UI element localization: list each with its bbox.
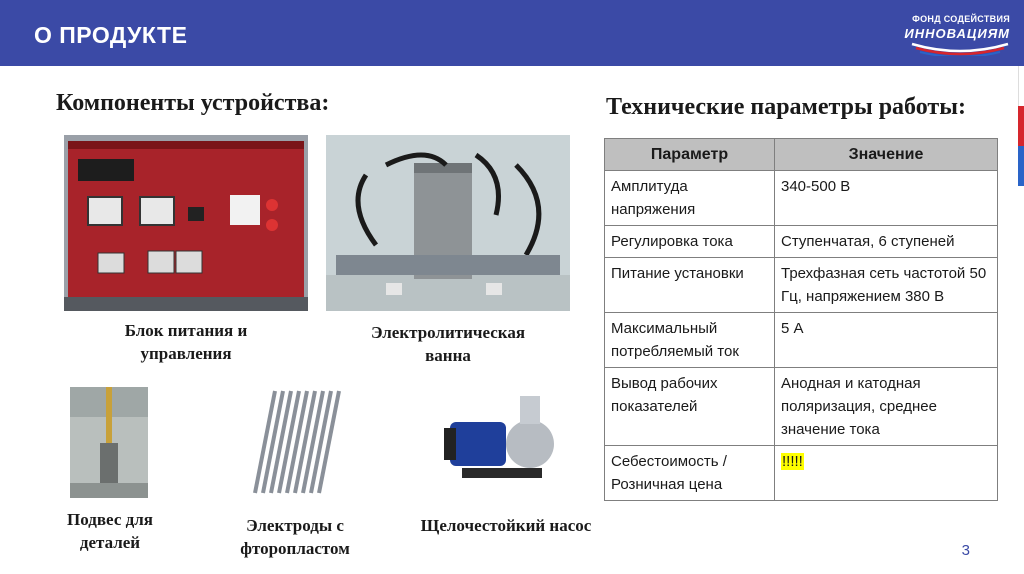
logo-line1: ФОНД СОДЕЙСТВИЯ bbox=[912, 14, 1010, 24]
value-cell: Трехфазная сеть частотой 50 Гц, напряжением 380 В bbox=[775, 258, 998, 313]
caption-power-control-unit: Блок питания и управления bbox=[124, 321, 248, 363]
params-table bbox=[604, 138, 998, 501]
header-bar bbox=[0, 0, 1024, 66]
price-placeholder: !!!!! bbox=[782, 453, 803, 470]
components-title: Компоненты устройства: bbox=[56, 90, 330, 116]
logo-swoosh-icon bbox=[910, 40, 1010, 56]
value-cell: Анодная и катодная поляризация, среднее значение тока bbox=[775, 368, 998, 446]
params-title: Технические параметры работы: bbox=[606, 94, 966, 120]
value-cell: 5 А bbox=[775, 313, 998, 368]
header-param: Параметр bbox=[605, 139, 775, 171]
header-value: Значение bbox=[775, 139, 998, 171]
param-cell: Регулировка тока bbox=[605, 226, 775, 258]
table-row bbox=[605, 368, 998, 446]
side-stripe bbox=[1018, 66, 1024, 574]
part-hanger-photo bbox=[70, 387, 148, 498]
table-row bbox=[605, 258, 998, 313]
electrodes-photo bbox=[245, 387, 353, 498]
table-row bbox=[605, 171, 998, 226]
caption-pump: Щелочестойкий насос bbox=[420, 516, 592, 535]
table-header-row bbox=[605, 139, 998, 171]
value-cell: Ступенчатая, 6 ступеней bbox=[775, 226, 998, 258]
param-cell: Питание установки bbox=[605, 258, 775, 313]
power-control-unit-photo bbox=[64, 135, 308, 311]
value-cell: 340-500 В bbox=[775, 171, 998, 226]
page-number: 3 bbox=[961, 542, 970, 559]
electrolytic-bath-photo bbox=[326, 135, 570, 311]
table-row bbox=[605, 313, 998, 368]
param-cell: Максимальный потребляемый ток bbox=[605, 313, 775, 368]
logo-line2: ИННОВАЦИЯМ bbox=[904, 26, 1010, 41]
caption-electrolytic-bath: Электролитическая ванна bbox=[370, 323, 526, 365]
pump-photo bbox=[440, 392, 564, 492]
page-title: О ПРОДУКТЕ bbox=[34, 22, 188, 48]
param-cell: Вывод рабочих показателей bbox=[605, 368, 775, 446]
param-cell: Себестоимость / Розничная цена bbox=[605, 446, 775, 501]
param-cell: Амплитуда напряжения bbox=[605, 171, 775, 226]
table-row bbox=[605, 226, 998, 258]
fund-logo bbox=[900, 10, 1010, 58]
table-row bbox=[605, 446, 998, 501]
value-cell bbox=[775, 446, 998, 501]
caption-electrodes: Электроды с фторопластом bbox=[240, 516, 350, 558]
caption-part-hanger: Подвес для деталей bbox=[67, 510, 153, 552]
